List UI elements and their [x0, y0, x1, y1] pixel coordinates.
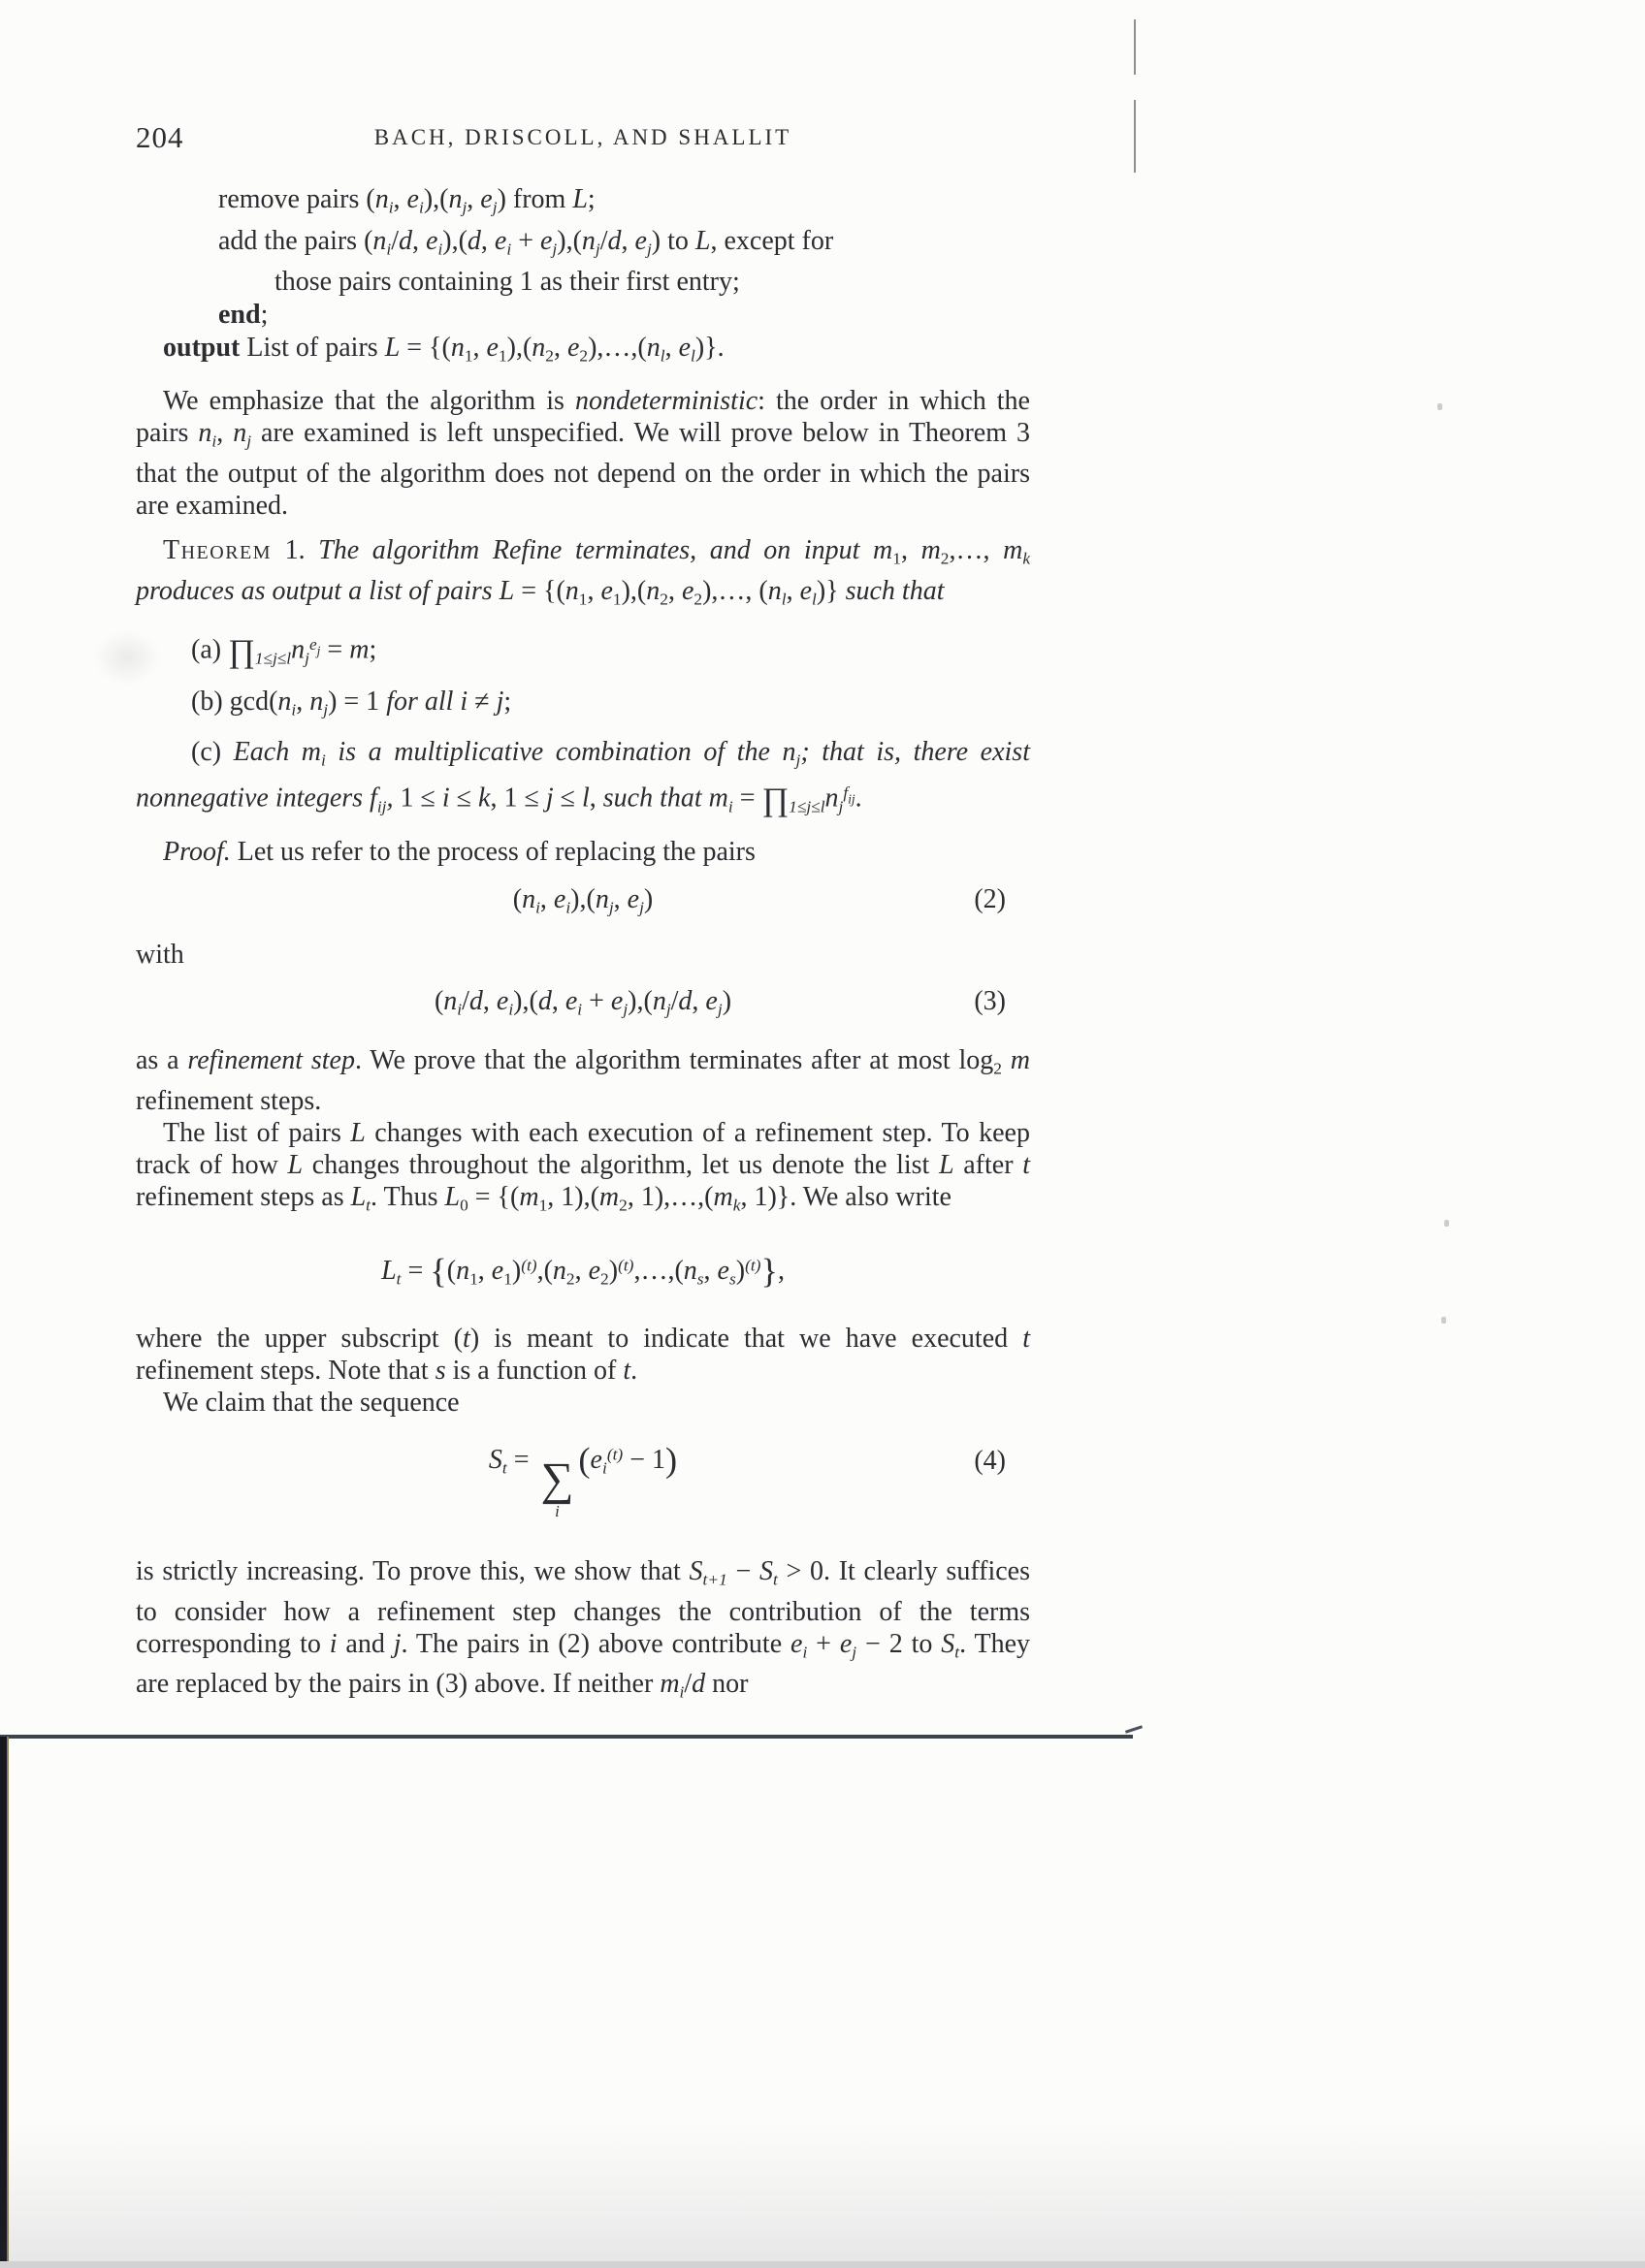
running-head	[136, 120, 1030, 159]
equation-Lt	[136, 1242, 1030, 1302]
paragraph-list-of-pairs: The list of pairs L changes with each execution of a refinement step. To keep track of how L changes throughout the algorithm, let us denote the list L after t refinement steps as $L_t$. Thus $L_0 = \{(m_1$, $1),(m_2$, $1),\dots,(m_k$, 1)}. We also write	[136, 1117, 1030, 1215]
page-number: 204	[136, 120, 184, 154]
equation-4	[136, 1428, 1030, 1538]
equation-2	[136, 883, 1030, 925]
scan-artifact-smudge	[93, 630, 161, 685]
paragraph-strictly-increasing: is strictly increasing. To prove this, we show that $S_{t+1} - S_t > 0$. It clearly suffices to consider how a refinement step changes the contribution of the terms corresponding to i and j. The pairs in (2) above contribute $e_i + e_j - 2$ to $S_t$. They are replaced by the pairs in (3) above. If neither $m_i/d$ nor	[136, 1555, 1031, 1703]
paragraph-refinement-step: as a refinement step. We prove that the algorithm terminates after at most $\log_2 m$ refinement steps.	[136, 1044, 1030, 1116]
paragraph-where-subscript: where the upper subscript (t) is meant to indicate that we have executed t refinement steps. Note that s is a function of t.	[136, 1323, 1030, 1386]
algorithm-line-output: output List of pairs $L = \{(n_1$, $e_1),(n_2$, $e_2),\dots,(n_l$, $e_l$)}.	[163, 333, 725, 367]
theorem-item-c: (c) Each $m_i$ is a multiplicative combination of the $n_j$; that is, there exist nonnegative integers $f_{ij}$, 1 ≤ i ≤ k, 1 ≤ j ≤ l, such that $m_i$ = $\prod_{1\le j\le l}n_j^fij$.	[136, 737, 1030, 818]
scan-artifact-bottom-shadow	[0, 2123, 1645, 2268]
theorem-item-a: (a) $\prod_{1\le j\le l}n_j^ej = m$;	[191, 634, 377, 671]
text-column	[136, 183, 1030, 1709]
equation-3	[136, 985, 1030, 1027]
algorithm-line-remove: remove pairs ($n_i$, $e_i),(n_j$, $e_j$) from L;	[218, 184, 596, 217]
equation-4-number: (4)	[974, 1445, 1006, 1476]
equation-2-formula: ($n_i$, $e_i),(n_j$, $e_j$)	[512, 883, 654, 917]
scan-artifact-page-edge-line	[0, 1735, 1133, 1739]
algorithm-line-add: add the pairs ($n_i/d$, $e_i),(d$, $e_i + e_j),(n_j/d$, $e_j$) to L, except for	[218, 225, 834, 259]
algorithm-line-end: end;	[218, 300, 269, 331]
scan-artifact-vertical-line-top	[1134, 19, 1136, 75]
running-head-title: BACH, DRISCOLL, AND SHALLIT	[373, 125, 792, 149]
theorem-item-b: (b) $\gcd(n_i$, $n_j) = 1$ for all i ≠ j;	[191, 686, 512, 719]
equation-Lt-formula: $L_t = \{(n_1$, $e_1)^{(t)},(n_2$, $e_2)^{(t)},\dots,(n_s$, $e_s)^{(t)}$},	[381, 1251, 785, 1291]
scan-artifact-bottom-edge	[0, 2261, 1645, 2268]
proof-lead: Proof. Let us refer to the process of replacing the pairs	[163, 836, 756, 867]
scan-artifact-speck	[1444, 1220, 1449, 1227]
algorithm-block	[136, 183, 1030, 373]
equation-2-number: (2)	[974, 883, 1006, 914]
scan-artifact-edge-line-tip	[1125, 1725, 1143, 1733]
paragraph-emphasize: We emphasize that the algorithm is nondeterministic: the order in which the pairs $n_i$, $n_j$ are examined is left unspecified. We will prove below in Theorem 3 that the output of the algorithm does not depend on the order in which the pairs are examined.	[136, 386, 1030, 521]
scan-artifact-speck	[1437, 403, 1442, 410]
equation-3-formula: ($n_i/d$, $e_i),(d$, $e_i + e_j),(n_j/d$, $e_j$)	[434, 986, 732, 1019]
equation-3-number: (3)	[974, 986, 1006, 1017]
paragraph-claim: We claim that the sequence	[163, 1387, 460, 1418]
algorithm-line-except: those pairs containing 1 as their first entry;	[274, 267, 740, 298]
paragraph-with: with	[136, 940, 184, 971]
scan-artifact-vertical-line-bottom	[1134, 100, 1136, 173]
scan-artifact-speck	[1441, 1317, 1446, 1324]
equation-4-formula: $S_t$ = ∑ i $(e_i^{(t)} - 1)$	[488, 1441, 678, 1520]
theorem-1-statement: Theorem 1. The algorithm Refine terminates, and on input $m_1$, $m_2,\dots$, $m_k$ produces as output a list of pairs $L = \{(n_1$, $e_1),(n_2$, $e_2),\dots$, ($n_l$, $e_l$)} such that	[136, 534, 1031, 609]
